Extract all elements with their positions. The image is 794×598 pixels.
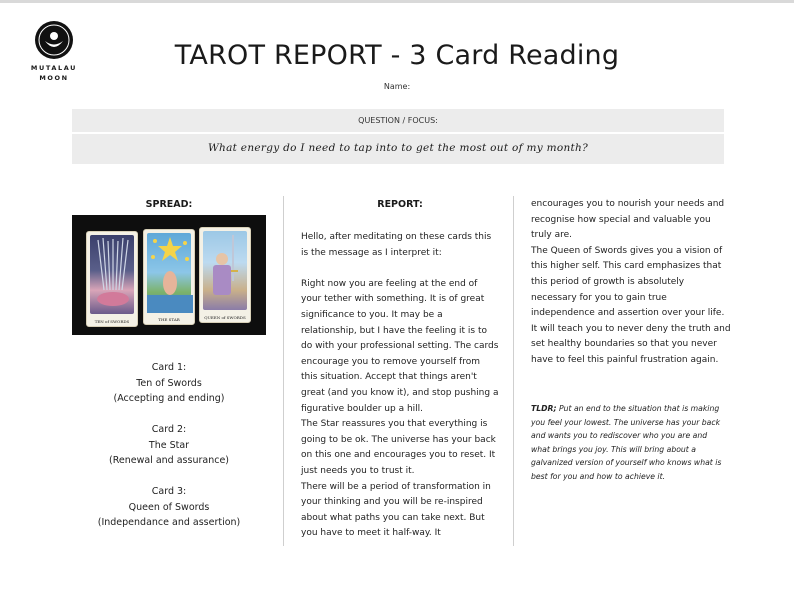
- report-paragraph: encourages you to nourish your needs and recognise how special and valuable you truly are.: [531, 199, 725, 241]
- report-body: [301, 230, 499, 542]
- question-label: QUESTION / FOCUS:: [72, 109, 724, 132]
- card-number: Card 3:: [151, 486, 187, 497]
- card-entry: [72, 484, 266, 531]
- tarot-card-queen-of-swords: [199, 227, 251, 323]
- tarot-spread-image: [72, 215, 266, 335]
- star-icon: [147, 233, 193, 313]
- tldr-label: TLDR;: [531, 404, 557, 413]
- card-list: [72, 360, 266, 546]
- question-text: What energy do I need to tap into to get the most out of my month?: [72, 132, 724, 164]
- card-entry: [72, 360, 266, 407]
- card-caption: THE STAR: [158, 317, 180, 322]
- card-name: Queen of Swords: [128, 501, 210, 513]
- report-paragraph: Right now you are feeling at the end of your tether with something. It is of great significance to you. It may be a relationship, but I have the feeling it is to do with your professional setting. The cards encourage you to remove yourself from this situation. Accept that things aren't great (and you know it), and stop pushing a figurative boulder up a hill.: [301, 278, 499, 414]
- card-meaning: (Accepting and ending): [113, 393, 225, 404]
- report-paragraph: There will be a period of transformation in your thinking and you will be re-inspired about what paths you can take next. But you have to meet it half-way. It: [301, 481, 491, 539]
- card-name: The Star: [148, 439, 190, 451]
- tldr-text: Put an end to the situation that is making you feel your lowest. The universe has your back and wants you to rediscover who you are and what brings you joy. This will bring about a galvanized version of yourself who knows what is best for you and how to achieve it.: [531, 404, 722, 481]
- card-name: Ten of Swords: [136, 377, 202, 389]
- tarot-card-ten-of-swords: [86, 231, 138, 327]
- card-caption: TEN of SWORDS: [94, 319, 130, 324]
- card-meaning: (Independance and assertion): [97, 517, 241, 528]
- report-continued: [531, 197, 731, 369]
- card-entry: [72, 422, 266, 469]
- report-heading: REPORT:: [377, 199, 423, 210]
- brand-name: MUTALAU MOON: [30, 64, 78, 82]
- card-caption: QUEEN of SWORDS: [204, 315, 246, 320]
- card-number: Card 1:: [151, 362, 187, 373]
- tarot-card-the-star: [143, 229, 195, 325]
- top-border: [0, 0, 794, 3]
- card-number: Card 2:: [151, 424, 187, 435]
- column-divider-left: [283, 196, 284, 546]
- report-intro: Hello, after meditating on these cards this is the message as I interpret it:: [301, 232, 492, 258]
- report-paragraph: The Star reassures you that everything is going to be ok. The universe has your back on this one and encourages you to reset. It just needs you to trust it.: [301, 419, 496, 476]
- name-label: Name:: [383, 82, 411, 91]
- spread-heading: SPREAD:: [145, 199, 193, 210]
- sword-icon: [203, 231, 249, 311]
- swords-icon: [90, 235, 136, 315]
- page-title: TAROT REPORT - 3 Card Reading: [174, 40, 620, 71]
- report-paragraph: The Queen of Swords gives you a vision of this higher self. This card emphasizes that this period of growth is absolutely necessary for you to gain true independence and assertion over your life. It will teach you to never deny the truth and set healthy boundaries so that you never have to feel this painful frustration again.: [531, 245, 731, 365]
- card-meaning: (Renewal and assurance): [109, 455, 229, 466]
- column-divider-right: [513, 196, 514, 546]
- tldr-summary: [531, 402, 727, 484]
